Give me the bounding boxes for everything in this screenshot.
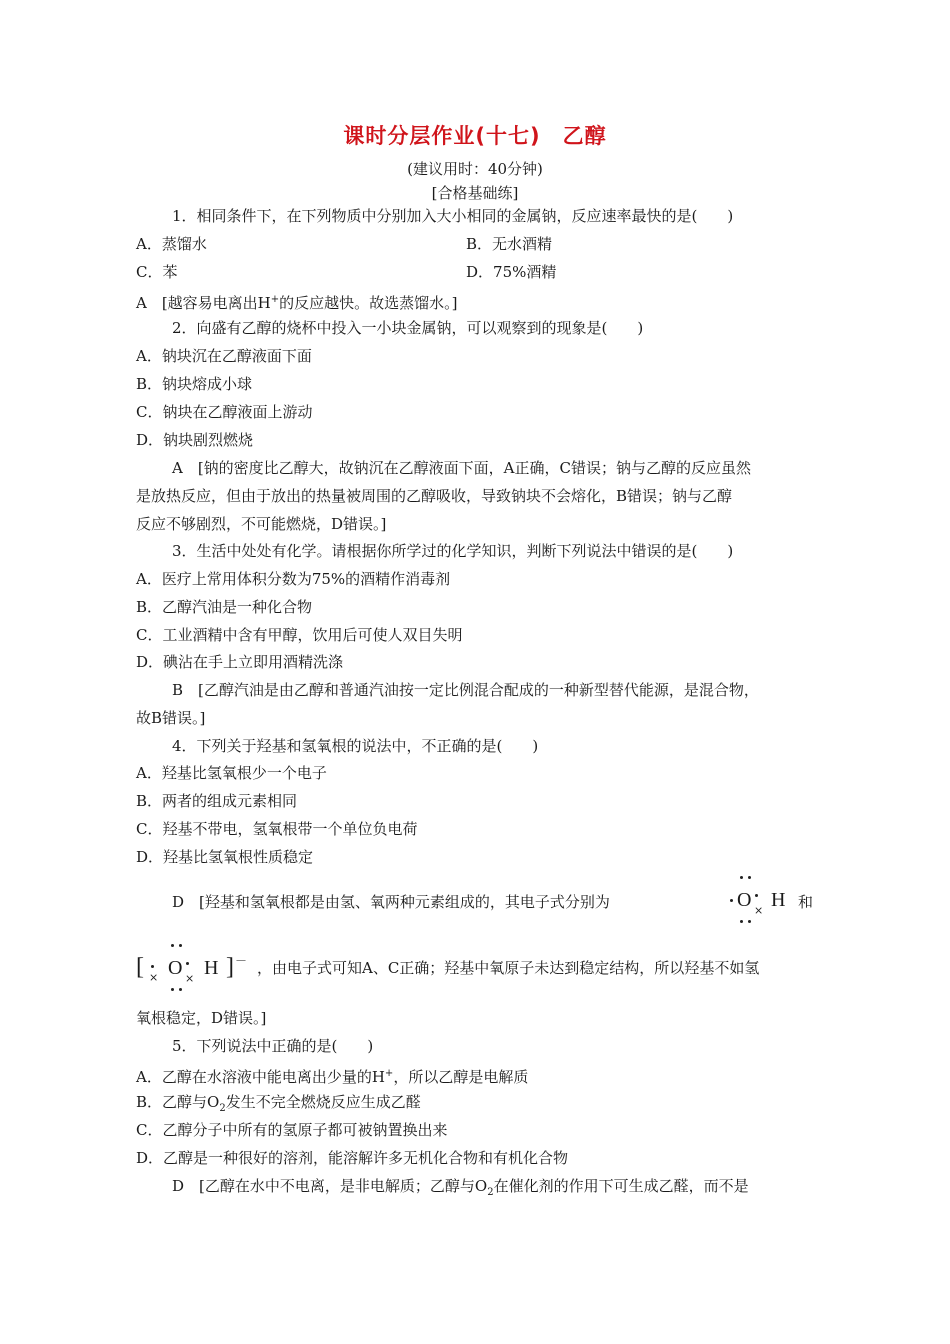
- hydrogen-symbol: H: [204, 957, 219, 979]
- q2-option-c: C．钠块在乙醇液面上游动: [136, 403, 313, 421]
- q3-answer-line2: 故B错误。]: [136, 709, 206, 727]
- q5-answer-pre: D [乙醇在水中不电离，是非电解质；乙醇与O: [172, 1177, 488, 1195]
- q1-answer: [136, 290, 458, 313]
- q1-option-b: B．无水酒精: [466, 235, 553, 253]
- q5-answer-line1: [172, 1176, 749, 1203]
- q5-option-a-pre: A．乙醇在水溶液中能电离出少量的H: [136, 1068, 385, 1086]
- q5-option-a-sup: +: [384, 1068, 394, 1079]
- q4-answer-line2: ，由电子式可知A、C正确；羟基中氧原子未达到稳定结构，所以羟基不如氢: [257, 959, 760, 977]
- page-title: [0, 120, 950, 150]
- electron-dot: [151, 965, 154, 968]
- electron-dot: [179, 988, 182, 991]
- q3-option-a: A．医疗上常用体积分数为75%的酒精作消毒剂: [136, 570, 451, 588]
- charge-minus: －: [235, 954, 248, 968]
- q5-answer-post: 在催化剂的作用下可生成乙醛，而不是: [493, 1177, 749, 1195]
- q5-option-d: D．乙醇是一种很好的溶剂，能溶解许多无机化合物和有机化合物: [136, 1149, 569, 1167]
- q1-option-a: A．蒸馏水: [136, 235, 207, 253]
- q4-answer-line3: 氧根稳定，D错误。]: [136, 1009, 267, 1027]
- q5-option-b-post: 发生不完全燃烧反应生成乙醛: [225, 1093, 421, 1111]
- q1-stem: 1．相同条件下，在下列物质中分别加入大小相同的金属钠，反应速率最快的是( ): [172, 207, 734, 225]
- time-hint: (建议用时：40分钟): [407, 160, 543, 178]
- electron-dot: [179, 944, 182, 947]
- q3-answer-line1: B [乙醇汽油是由乙醇和普通汽油按一定比例混合配成的一种新型替代能源，是混合物，: [172, 681, 759, 699]
- q3-option-c: C．工业酒精中含有甲醇，饮用后可使人双目失明: [136, 626, 463, 644]
- electron-cross: ×: [185, 972, 195, 985]
- hydrogen-symbol: H: [771, 889, 786, 911]
- title-sub: 乙醇: [562, 124, 607, 148]
- electron-dot: [171, 988, 174, 991]
- q3-option-b: B．乙醇汽油是一种化合物: [136, 598, 313, 616]
- electron-cross: ×: [754, 904, 764, 917]
- q4-stem: 4．下列关于羟基和氢氧根的说法中，不正确的是( ): [172, 737, 539, 755]
- q2-answer-line1: A [钠的密度比乙醇大，故钠沉在乙醇液面下面，A正确，C错误；钠与乙醇的反应虽然: [172, 459, 751, 477]
- q1-answer-post: 的反应越快。故选蒸馏水。]: [279, 294, 458, 312]
- q1-option-c: C．苯: [136, 263, 178, 281]
- electron-dot: [740, 920, 743, 923]
- hydroxide-electron-formula: [136, 940, 256, 994]
- q4-option-b: B．两者的组成元素相同: [136, 792, 298, 810]
- electron-dot: [740, 876, 743, 879]
- q2-answer-line3: 反应不够剧烈，不可能燃烧，D错误。]: [136, 515, 387, 533]
- q5-answer-sub: 2: [487, 1187, 494, 1198]
- q4-option-d: D．羟基比氢氧根性质稳定: [136, 848, 314, 866]
- q4-answer-and: 和: [798, 893, 814, 911]
- oxygen-symbol: O: [737, 889, 752, 911]
- q5-option-b: [136, 1092, 421, 1119]
- left-bracket: [: [136, 954, 144, 980]
- electron-dot: [748, 920, 751, 923]
- q4-option-c: C．羟基不带电，氢氧根带一个单位负电荷: [136, 820, 418, 838]
- q2-answer-line2: 是放热反应，但由于放出的热量被周围的乙醇吸收，导致钠块不会熔化，B错误；钠与乙醇: [136, 487, 733, 505]
- oxygen-symbol: O: [168, 957, 183, 979]
- q3-option-d: D．碘沾在手上立即用酒精洗涤: [136, 653, 344, 671]
- q5-stem: 5．下列说法中正确的是( ): [172, 1037, 374, 1055]
- q5-option-c: C．乙醇分子中所有的氢原子都可被钠置换出来: [136, 1121, 448, 1139]
- q2-option-a: A．钠块沉在乙醇液面下面: [136, 347, 312, 365]
- q2-option-b: B．钠块熔成小球: [136, 375, 253, 393]
- q4-option-a: A．羟基比氢氧根少一个电子: [136, 764, 327, 782]
- q1-option-d: D．75%酒精: [466, 263, 557, 281]
- q4-answer-line1: D [羟基和氢氧根都是由氢、氧两种元素组成的，其电子式分别为: [172, 893, 610, 911]
- q5-option-b-pre: B．乙醇与O: [136, 1093, 220, 1111]
- q2-option-d: D．钠块剧烈燃烧: [136, 431, 254, 449]
- q1-answer-sup: +: [270, 294, 280, 305]
- electron-dot: [730, 899, 733, 902]
- q3-stem: 3．生活中处处有化学。请根据你所学过的化学知识，判断下列说法中错误的是( ): [172, 542, 734, 560]
- title-main: 课时分层作业(十七): [343, 124, 541, 148]
- q5-option-b-sub: 2: [219, 1103, 226, 1114]
- right-bracket: ]: [226, 954, 234, 980]
- electron-dot: [748, 876, 751, 879]
- electron-dot: [171, 944, 174, 947]
- electron-dot: [755, 894, 758, 897]
- electron-dot: [186, 962, 189, 965]
- section-heading: [合格基础练]: [431, 184, 519, 202]
- q5-option-a: [136, 1064, 528, 1087]
- electron-cross: ×: [149, 971, 159, 984]
- q5-option-a-post: ，所以乙醇是电解质: [393, 1068, 529, 1086]
- q1-answer-pre: A [越容易电离出H: [136, 294, 271, 312]
- q2-stem: 2．向盛有乙醇的烧杯中投入一小块金属钠，可以观察到的现象是( ): [172, 319, 644, 337]
